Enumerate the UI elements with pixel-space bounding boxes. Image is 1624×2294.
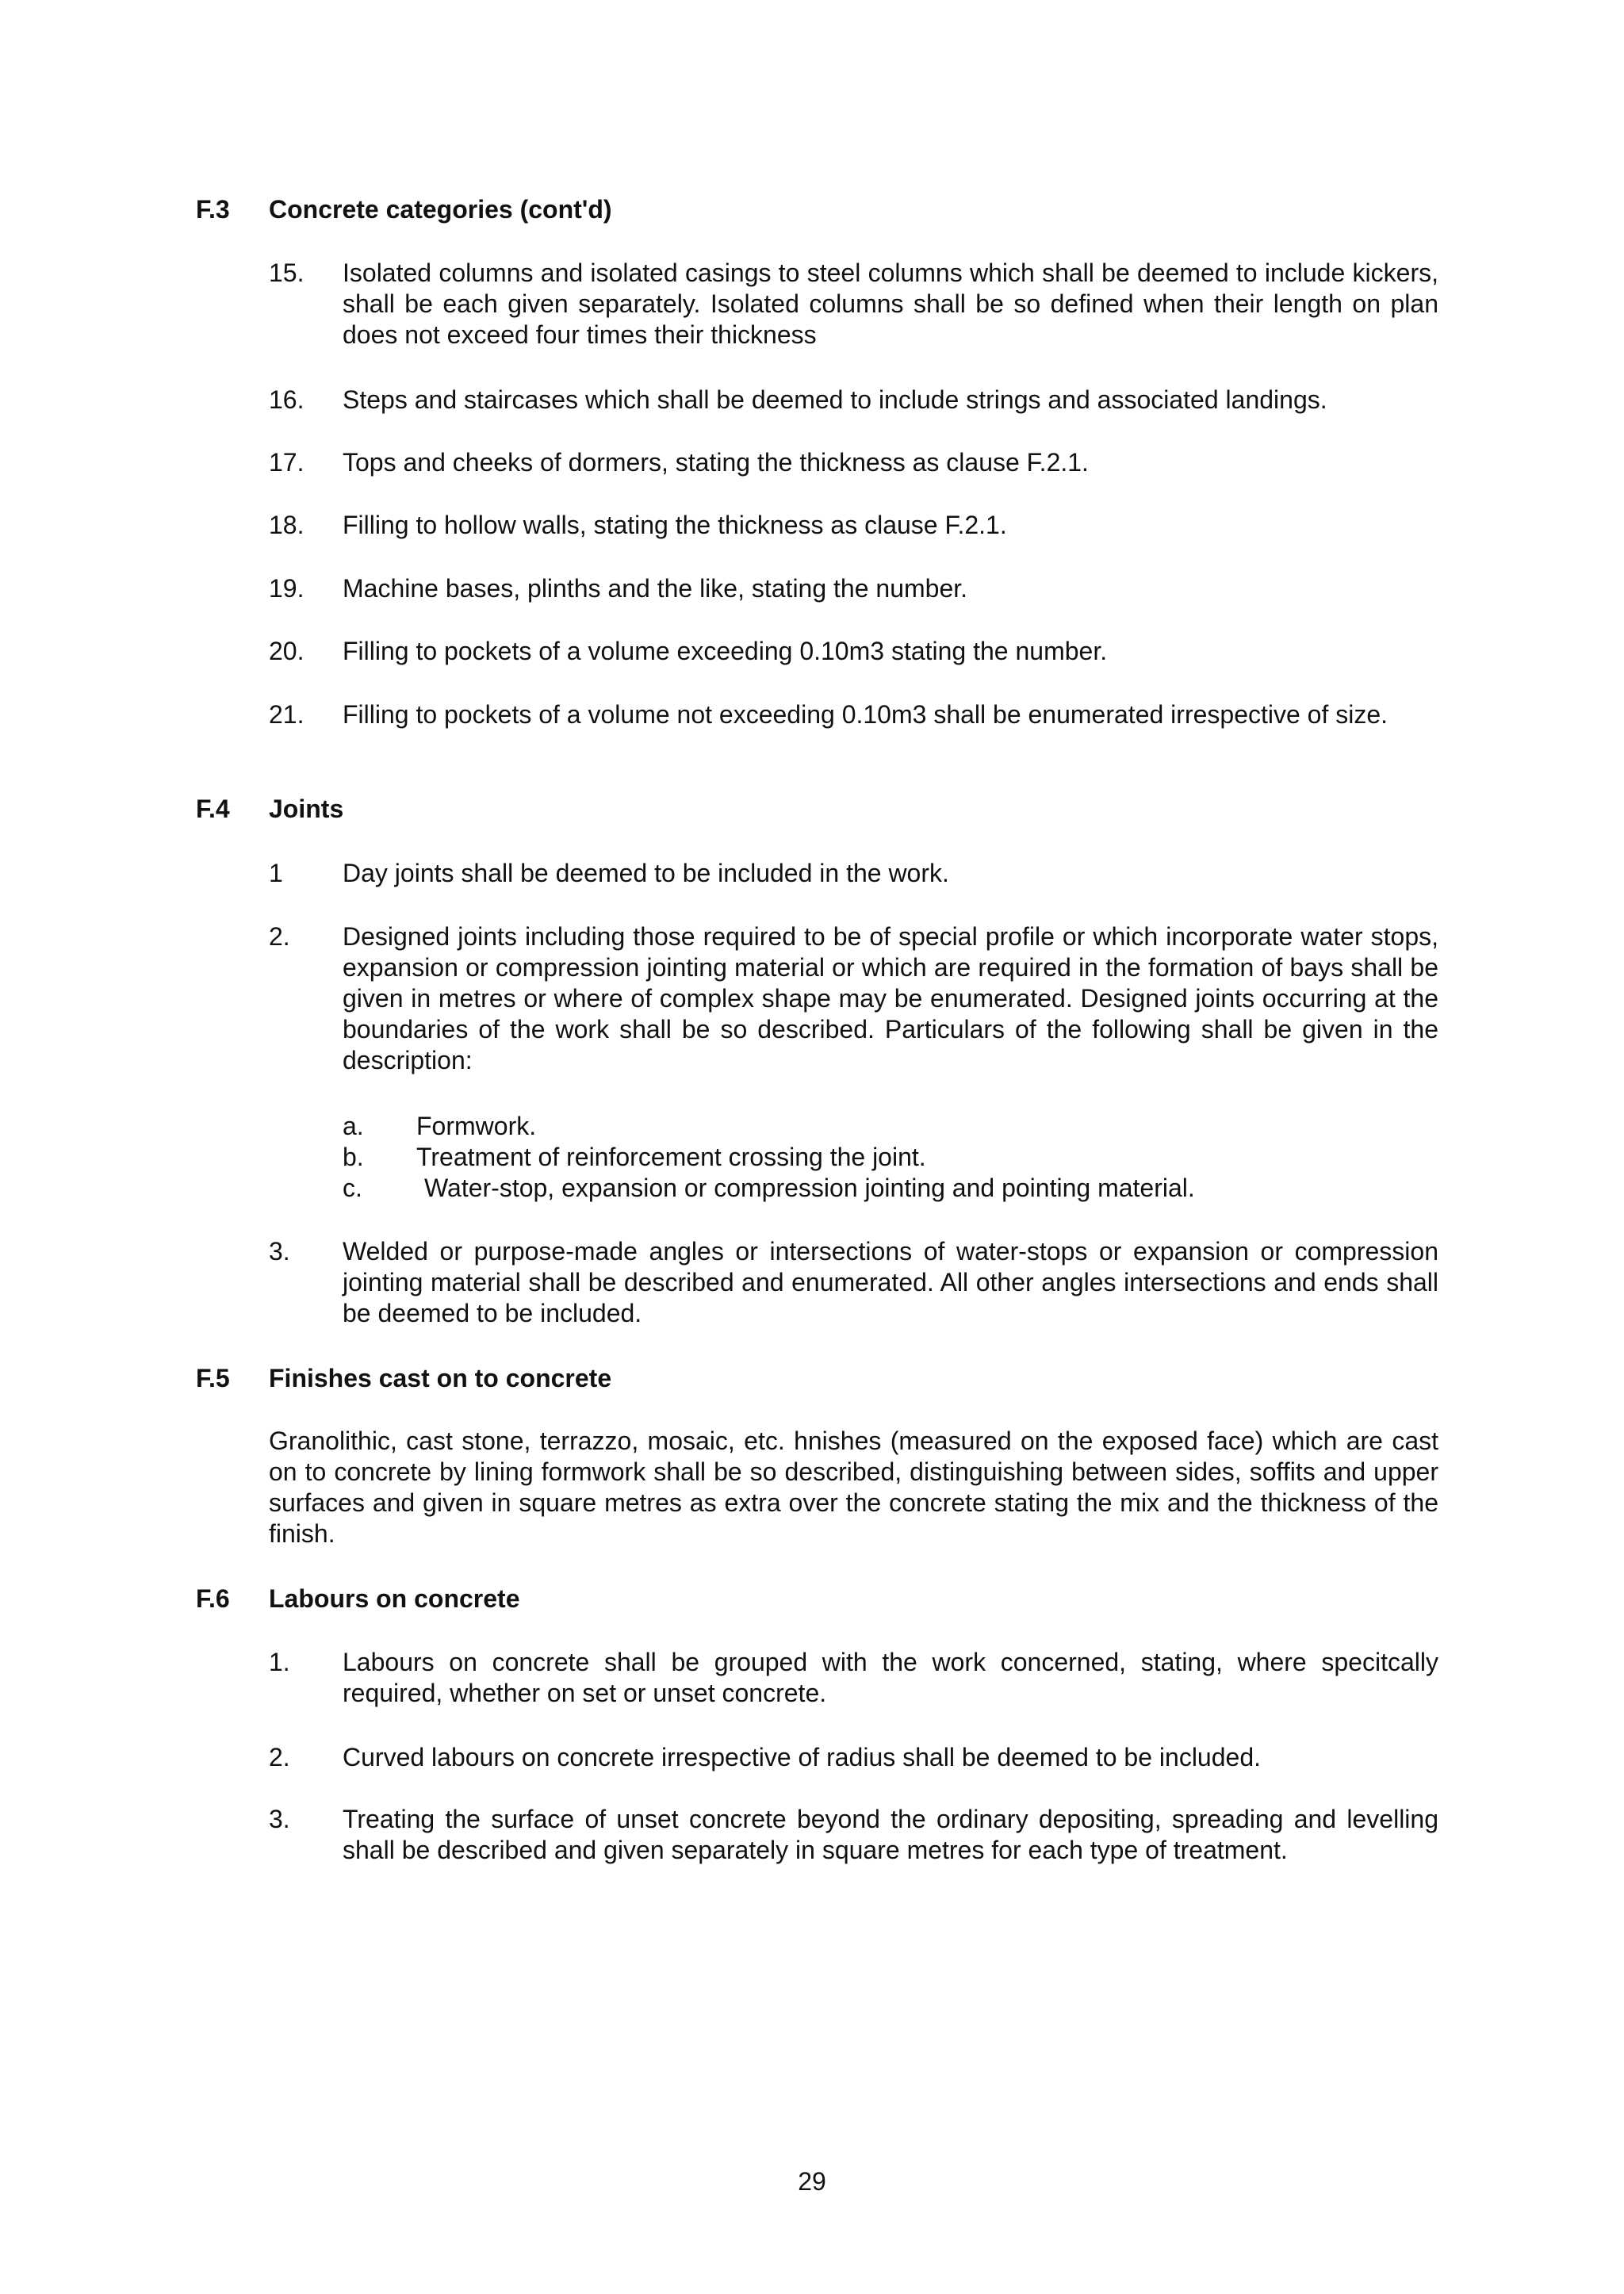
item-number: 3. [269, 1237, 290, 1266]
section-title: Concrete categories (cont'd) [269, 195, 612, 224]
item-number: 19. [269, 574, 304, 603]
item-text: Day joints shall be deemed to be included in the work. [343, 859, 949, 887]
item-number: 1 [269, 859, 283, 887]
item-text: Filling to pockets of a volume exceeding 0.10m3 stating the number. [343, 637, 1108, 665]
item-number: 16. [269, 385, 304, 414]
item-text: Treating the surface of unset concrete beyond the ordinary depositing, spreading and levelling shall be described and given separately in square metres for each type of treatment. [343, 1805, 1438, 1864]
sub-item-letter: b. [343, 1143, 364, 1171]
item-text: Filling to pockets of a volume not exceeding 0.10m3 shall be enumerated irrespective of size. [343, 700, 1388, 729]
item-text: Curved labours on concrete irrespective of radius shall be deemed to be included. [343, 1743, 1261, 1771]
item-number: 21. [269, 700, 304, 729]
item-number: 20. [269, 637, 304, 665]
sub-item-text: Treatment of reinforcement crossing the joint. [416, 1143, 926, 1171]
item-number: 15. [269, 259, 304, 287]
item-number: 3. [269, 1805, 290, 1833]
item-text: Isolated columns and isolated casings to steel columns which shall be deemed to include kickers, shall be each given separately. Isolated columns shall be so defined when their length on plan does not exceed four times their thickness [343, 259, 1438, 349]
item-text: Labours on concrete shall be grouped with the work concerned, stating, where specitcally required, whether on set or unset concrete. [343, 1648, 1438, 1707]
sub-item-letter: c. [343, 1174, 362, 1202]
item-text: Machine bases, plinths and the like, stating the number. [343, 574, 968, 603]
item-number: 17. [269, 448, 304, 477]
item-number: 2. [269, 922, 290, 951]
item-number: 2. [269, 1743, 290, 1771]
sub-item-letter: a. [343, 1112, 364, 1140]
section-title: Finishes cast on to concrete [269, 1364, 612, 1392]
item-number: 18. [269, 511, 304, 539]
section-number: F.6 [196, 1584, 230, 1613]
section-number: F.3 [196, 195, 230, 224]
section-number: F.5 [196, 1364, 230, 1392]
item-text: Tops and cheeks of dormers, stating the thickness as clause F.2.1. [343, 448, 1089, 477]
item-number: 1. [269, 1648, 290, 1676]
section-number: F.4 [196, 795, 230, 823]
section-paragraph: Granolithic, cast stone, terrazzo, mosaic, etc. hnishes (measured on the exposed face) which are cast on to concrete by lining formwork shall be so described, distinguishing between sides, soffits and upper surfaces and given in square metres as extra over the concrete stating the mix and the thickness of the finish. [269, 1427, 1438, 1548]
section-title: Joints [269, 795, 344, 823]
page-number: 29 [798, 2167, 826, 2196]
sub-item-text: Formwork. [416, 1112, 537, 1140]
item-text: Designed joints including those required to be of special profile or which incorporate water stops, expansion or compression jointing material or which are required in the formation of bays shall be given in metres or where of complex shape may be enumerated. Designed joints occurring at the boundaries of the work shall be so described. Particulars of the following shall be given in the description: [343, 922, 1438, 1074]
item-text: Steps and staircases which shall be deemed to include strings and associated landings. [343, 385, 1327, 414]
item-text: Welded or purpose-made angles or intersections of water-stops or expansion or compression jointing material shall be described and enumerated. All other angles intersections and ends shall be deemed to be included. [343, 1237, 1438, 1327]
section-title: Labours on concrete [269, 1584, 520, 1613]
sub-item-text: Water-stop, expansion or compression jointing and pointing material. [424, 1174, 1195, 1202]
item-text: Filling to hollow walls, stating the thickness as clause F.2.1. [343, 511, 1007, 539]
